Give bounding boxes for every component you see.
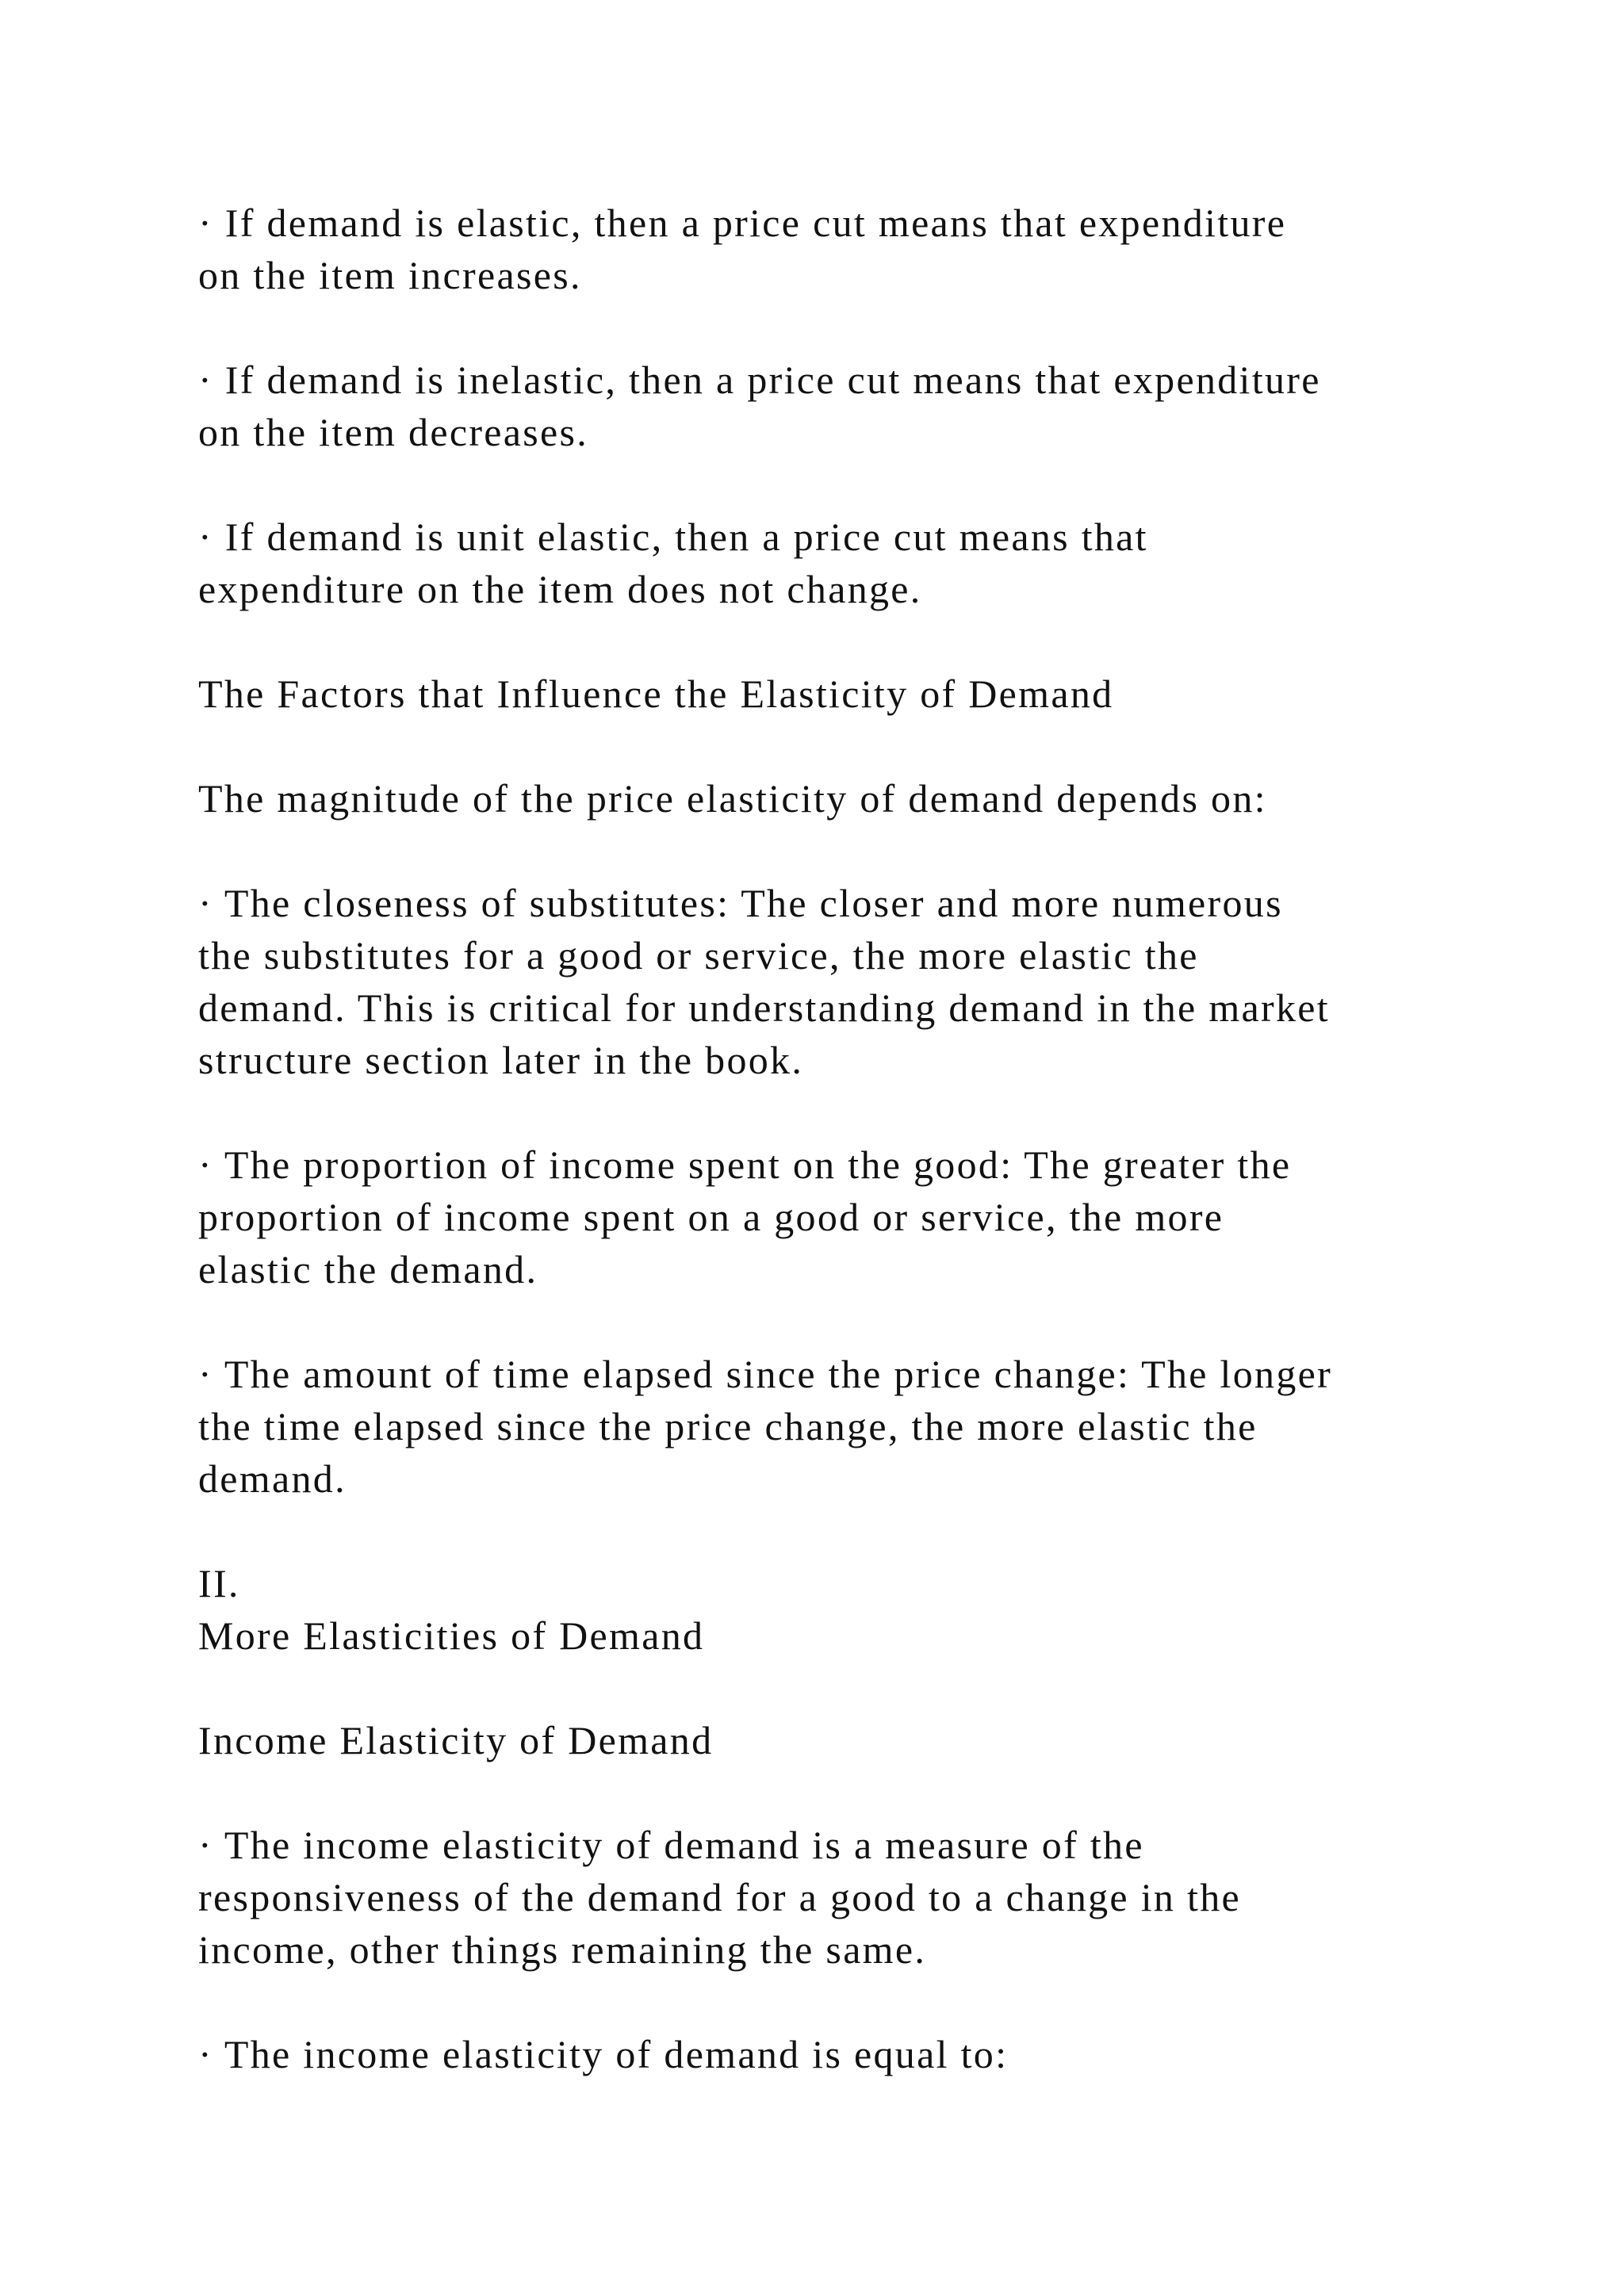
bullet-substitutes-line-4: structure section later in the book. [198, 1038, 804, 1082]
bullet-income-proportion-line-3: elastic the demand. [198, 1247, 538, 1292]
bullet-income-elasticity-line-1: · The income elasticity of demand is a measure of the [198, 1823, 1144, 1867]
bullet-elastic-line-2: on the item increases. [198, 253, 582, 297]
section-heading-factors: The Factors that Influence the Elasticity of Demand [198, 672, 1114, 716]
bullet-elastic-line-1: · If demand is elastic, then a price cut means that expenditure [198, 201, 1287, 245]
bullet-income-elasticity-formula: · The income elasticity of demand is equal to: [198, 2032, 1009, 2076]
section-title-more-elasticities: More Elasticities of Demand [198, 1613, 705, 1658]
bullet-income-elasticity-line-2: responsiveness of the demand for a good to a change in the [198, 1875, 1241, 1919]
bullet-income-elasticity-line-3: income, other things remaining the same. [198, 1927, 927, 1972]
bullet-time-elapsed-line-2: the time elapsed since the price change, the more elastic the [198, 1404, 1258, 1448]
bullet-substitutes-line-3: demand. This is critical for understanding demand in the market [198, 985, 1330, 1030]
bullet-substitutes-line-2: the substitutes for a good or service, the more elastic the [198, 933, 1199, 978]
bullet-income-proportion-line-2: proportion of income spent on a good or service, the more [198, 1195, 1224, 1239]
bullet-income-proportion-line-1: · The proportion of income spent on the good: The greater the [198, 1142, 1292, 1187]
bullet-inelastic-line-1: · If demand is inelastic, then a price cut means that expenditure [198, 358, 1321, 402]
section-number: II. [198, 1561, 240, 1605]
bullet-unit-elastic-line-2: expenditure on the item does not change. [198, 567, 922, 611]
bullet-substitutes-line-1: · The closeness of substitutes: The closer and more numerous [198, 881, 1283, 925]
bullet-unit-elastic-line-1: · If demand is unit elastic, then a price cut means that [198, 515, 1148, 559]
bullet-inelastic-line-2: on the item decreases. [198, 410, 589, 454]
subheading-income-elasticity: Income Elasticity of Demand [198, 1718, 714, 1762]
factors-intro: The magnitude of the price elasticity of demand depends on: [198, 776, 1267, 821]
bullet-time-elapsed-line-3: demand. [198, 1456, 347, 1501]
bullet-time-elapsed-line-1: · The amount of time elapsed since the price change: The longer [198, 1352, 1333, 1396]
